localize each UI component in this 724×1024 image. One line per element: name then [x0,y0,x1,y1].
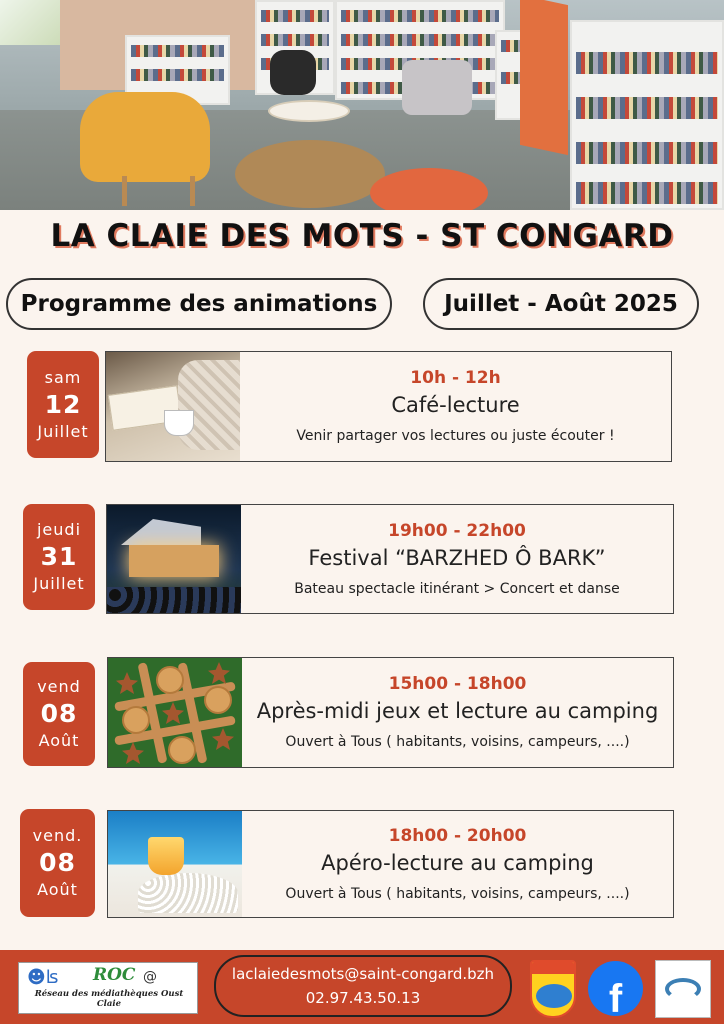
contact-phone[interactable]: 02.97.43.50.13 [305,989,421,1007]
event-time: 10h - 12h [410,368,501,388]
roc-logo-title: ROC [93,965,136,985]
hero-orange-panel [520,0,568,155]
hero-photo-library [0,0,724,210]
event-description: Bateau spectacle itinérant > Concert et danse [294,580,620,597]
event-time: 18h00 - 20h00 [388,825,527,846]
event-card [107,810,674,918]
event-card [107,657,674,768]
hero-black-chair [270,50,316,95]
mediatheque-logo-icon [655,960,711,1018]
hero-armchair-leg [190,176,195,206]
event-month: Août [37,880,78,899]
event-title: Café-lecture [391,393,520,417]
facebook-icon[interactable] [588,961,643,1016]
event-time: 19h00 - 22h00 [388,520,526,541]
event-date: 12 [44,389,82,419]
hero-coffee-table [268,100,350,122]
program-label: Programme des animations [6,278,392,330]
event-date: 08 [40,699,78,728]
event-month: Juillet [37,421,89,441]
event-month: Juillet [33,574,85,593]
event-card [105,351,672,462]
event-thumbnail-apero [108,811,242,917]
hero-armchair-leg [122,176,127,206]
event-card [106,504,674,614]
facebook-glyph: f [608,977,623,1016]
roc-logo[interactable] [18,962,198,1014]
event-thumbnail-cafe-lecture [106,352,240,461]
event-date-box [23,662,95,766]
event-day: vend [37,677,81,696]
hero-orange-pouf [370,168,488,210]
contact-box [214,955,512,1017]
hero-rug [235,140,385,208]
contact-email[interactable]: laclaiedesmots@saint-congard.bzh [231,965,495,983]
event-date-box [23,504,95,610]
event-body [240,352,671,461]
page-title: LA CLAIE DES MOTS - ST CONGARD [50,218,674,254]
roc-logo-at: @ [143,969,157,985]
period-label: Juillet - Août 2025 [423,278,699,330]
event-thumbnail-games [108,658,242,767]
event-date: 31 [40,542,78,571]
event-description: Ouvert à Tous ( habitants, voisins, campeurs, ....) [285,885,630,902]
event-title: Festival “BARZHED Ô BARK” [308,545,606,570]
event-description: Ouvert à Tous ( habitants, voisins, campeurs, ....) [285,734,630,750]
event-body [242,811,673,917]
town-crest-icon [530,960,576,1018]
event-time: 15h00 - 18h00 [388,674,527,694]
reader-wifi-icon: ☻ʪ [27,967,59,988]
event-title: Après-midi jeux et lecture au camping [256,699,659,723]
event-date-box [20,809,95,917]
event-day: sam [44,367,82,387]
event-day: vend. [32,826,83,845]
roc-logo-subtitle: Réseau des médiathèques Oust Claie [34,989,184,1009]
hero-shelf [570,20,724,210]
event-body [242,658,673,767]
event-month: Août [38,731,80,750]
event-description: Venir partager vos lectures ou juste écouter ! [296,428,615,444]
hero-yellow-armchair [80,92,210,182]
event-body [241,505,673,613]
hero-grey-chair [402,60,472,115]
event-title: Apéro-lecture au camping [321,850,594,875]
event-thumbnail-festival [107,505,241,613]
event-date-box [27,351,99,458]
event-day: jeudi [36,520,82,539]
event-date: 08 [39,848,76,877]
